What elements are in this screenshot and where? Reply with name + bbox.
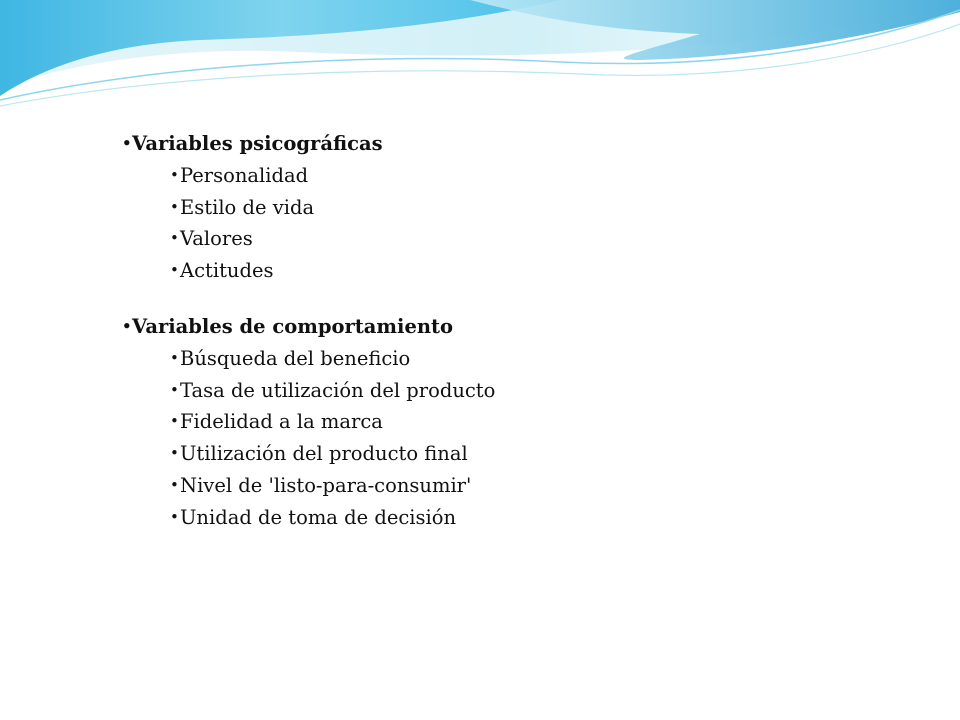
bullet-icon: • (170, 412, 179, 431)
bullet-icon: • (170, 507, 179, 526)
list-item: •Actitudes (122, 255, 882, 287)
bullet-icon: • (170, 165, 179, 184)
list-item: •Personalidad (122, 160, 882, 192)
bullet-icon: • (170, 197, 179, 216)
list-item: •Nivel de 'listo-para-consumir' (122, 470, 882, 502)
bullet-icon: • (170, 229, 179, 248)
section-heading: •Variables de comportamiento (122, 311, 882, 343)
bullet-icon: • (170, 380, 179, 399)
bullet-icon: • (122, 316, 132, 335)
list-item: •Utilización del producto final (122, 438, 882, 470)
list-item: •Tasa de utilización del producto (122, 375, 882, 407)
section-psicograficas (122, 128, 882, 287)
section-heading: •Variables psicográficas (122, 128, 882, 160)
list-item: •Estilo de vida (122, 192, 882, 224)
bullet-list (122, 128, 882, 558)
bullet-icon: • (170, 475, 179, 494)
bullet-icon: • (170, 348, 179, 367)
section-comportamiento (122, 311, 882, 534)
bullet-icon: • (170, 261, 179, 280)
list-item: •Búsqueda del beneficio (122, 343, 882, 375)
list-item: •Unidad de toma de decisión (122, 502, 882, 534)
list-item: •Fidelidad a la marca (122, 406, 882, 438)
bullet-icon: • (170, 444, 179, 463)
list-item: •Valores (122, 223, 882, 255)
bullet-icon: • (122, 134, 132, 152)
header-wave-decoration (0, 0, 960, 120)
